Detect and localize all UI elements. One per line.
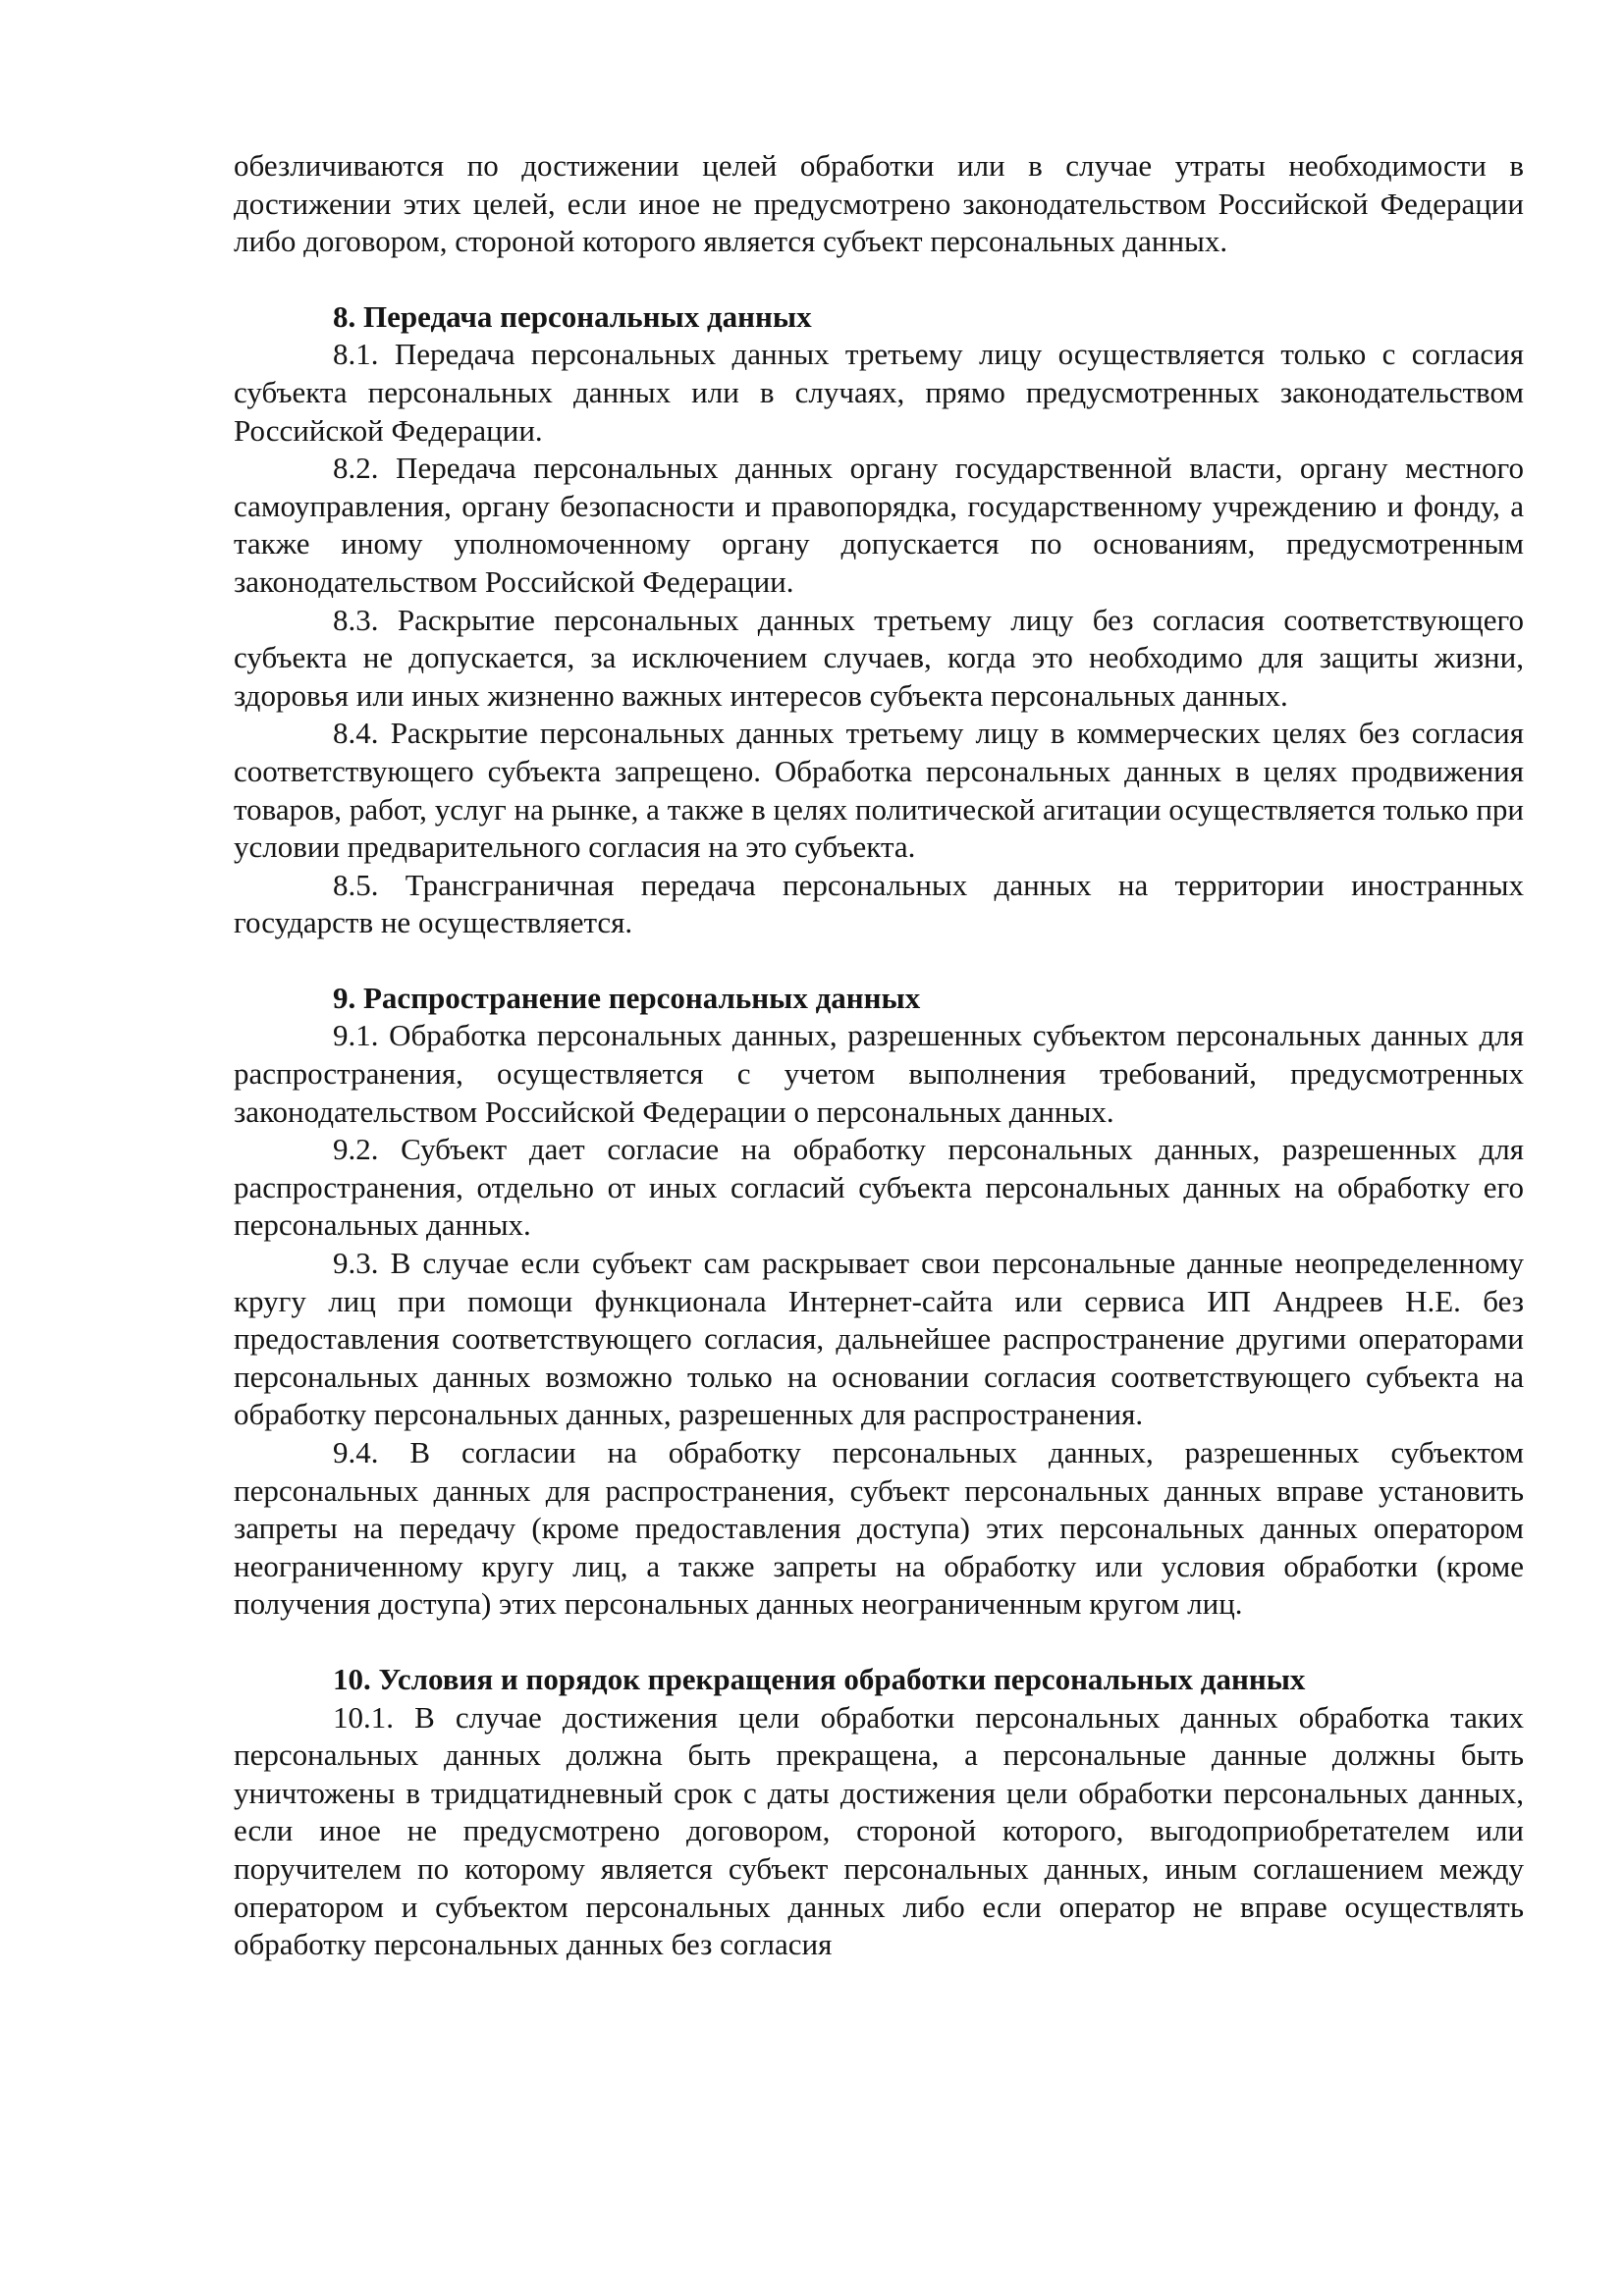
document-page [234, 147, 1524, 1964]
paragraph-8-5: 8.5. Трансграничная передача персональных данных на территории иностранных государств не осуществляется. [234, 867, 1524, 940]
paragraph-9-1: 9.1. Обработка персональных данных, разрешенных субъектом персональных данных для распространения, осуществляется с учетом выполнения требований, предусмотренных законодательством Российской Федерации о персональных данных. [234, 1018, 1524, 1129]
section-8-heading: 8. Передача персональных данных [333, 298, 812, 334]
paragraph-9-4: 9.4. В согласии на обработку персональных данных, разрешенных субъектом персональных данных для распространения, субъект персональных данных вправе установить запреты на передачу (кроме предоставления доступа) этих персональных данных оператором неограниченному кругу лиц, а также запреты на обработку или условия обработки (кроме получения доступа) этих персональных данных неограниченным кругом лиц. [234, 1435, 1524, 1622]
paragraph-8-3: 8.3. Раскрытие персональных данных третьему лицу без согласия соответствующего субъекта не допускается, за исключением случаев, когда это необходимо для защиты жизни, здоровья или иных жизненно важных интересов субъекта персональных данных. [234, 602, 1524, 713]
paragraph-8-2: 8.2. Передача персональных данных органу государственной власти, органу местного самоуправления, органу безопасности и правопорядка, государственному учреждению и фонду, а также иному уполномоченному органу допускается по основаниям, предусмотренным законодательством Российской Федерации. [234, 451, 1524, 599]
paragraph-9-2: 9.2. Субъект дает согласие на обработку персональных данных, разрешенных для распространения, отдельно от иных согласий субъекта персональных данных на обработку его персональных данных. [234, 1132, 1524, 1243]
paragraph-10-1: 10.1. В случае достижения цели обработки персональных данных обработка таких персональных данных должна быть прекращена, а персональные данные должны быть уничтожены в тридцатидневный срок с даты достижения цели обработки персональных данных, если иное не предусмотрено договором, стороной которого, выгодоприобретателем или поручителем по которому является субъект персональных данных, иным соглашением между оператором и субъектом персональных данных либо если оператор не вправе осуществлять обработку персональных данных без согласия [234, 1699, 1524, 1962]
intro-paragraph: обезличиваются по достижении целей обработки или в случае утраты необходимости в достижении этих целей, если иное не предусмотрено законодательством Российской Федерации либо договором, стороной которого является субъект персональных данных. [234, 148, 1524, 259]
paragraph-9-3: 9.3. В случае если субъект сам раскрывает свои персональные данные неопределенному кругу лиц при помощи функционала Интернет-сайта или сервиса ИП Андреев Н.Е. без предоставления соответствующего согласия, дальнейшее распространение другими операторами персональных данных возможно только на основании согласия соответствующего субъекта на обработку персональных данных, разрешенных для распространения. [234, 1246, 1524, 1432]
paragraph-8-4: 8.4. Раскрытие персональных данных третьему лицу в коммерческих целях без согласия соответствующего субъекта запрещено. Обработка персональных данных в целях продвижения товаров, работ, услуг на рынке, а также в целях политической агитации осуществляется только при условии предварительного согласия на это субъекта. [234, 716, 1524, 865]
section-9-heading: 9. Распространение персональных данных [333, 980, 921, 1015]
section-10-heading: 10. Условия и порядок прекращения обработки персональных данных [333, 1661, 1306, 1696]
paragraph-8-1: 8.1. Передача персональных данных третьему лицу осуществляется только с согласия субъекта персональных данных или в случаях, прямо предусмотренных законодательством Российской Федерации. [234, 337, 1524, 448]
